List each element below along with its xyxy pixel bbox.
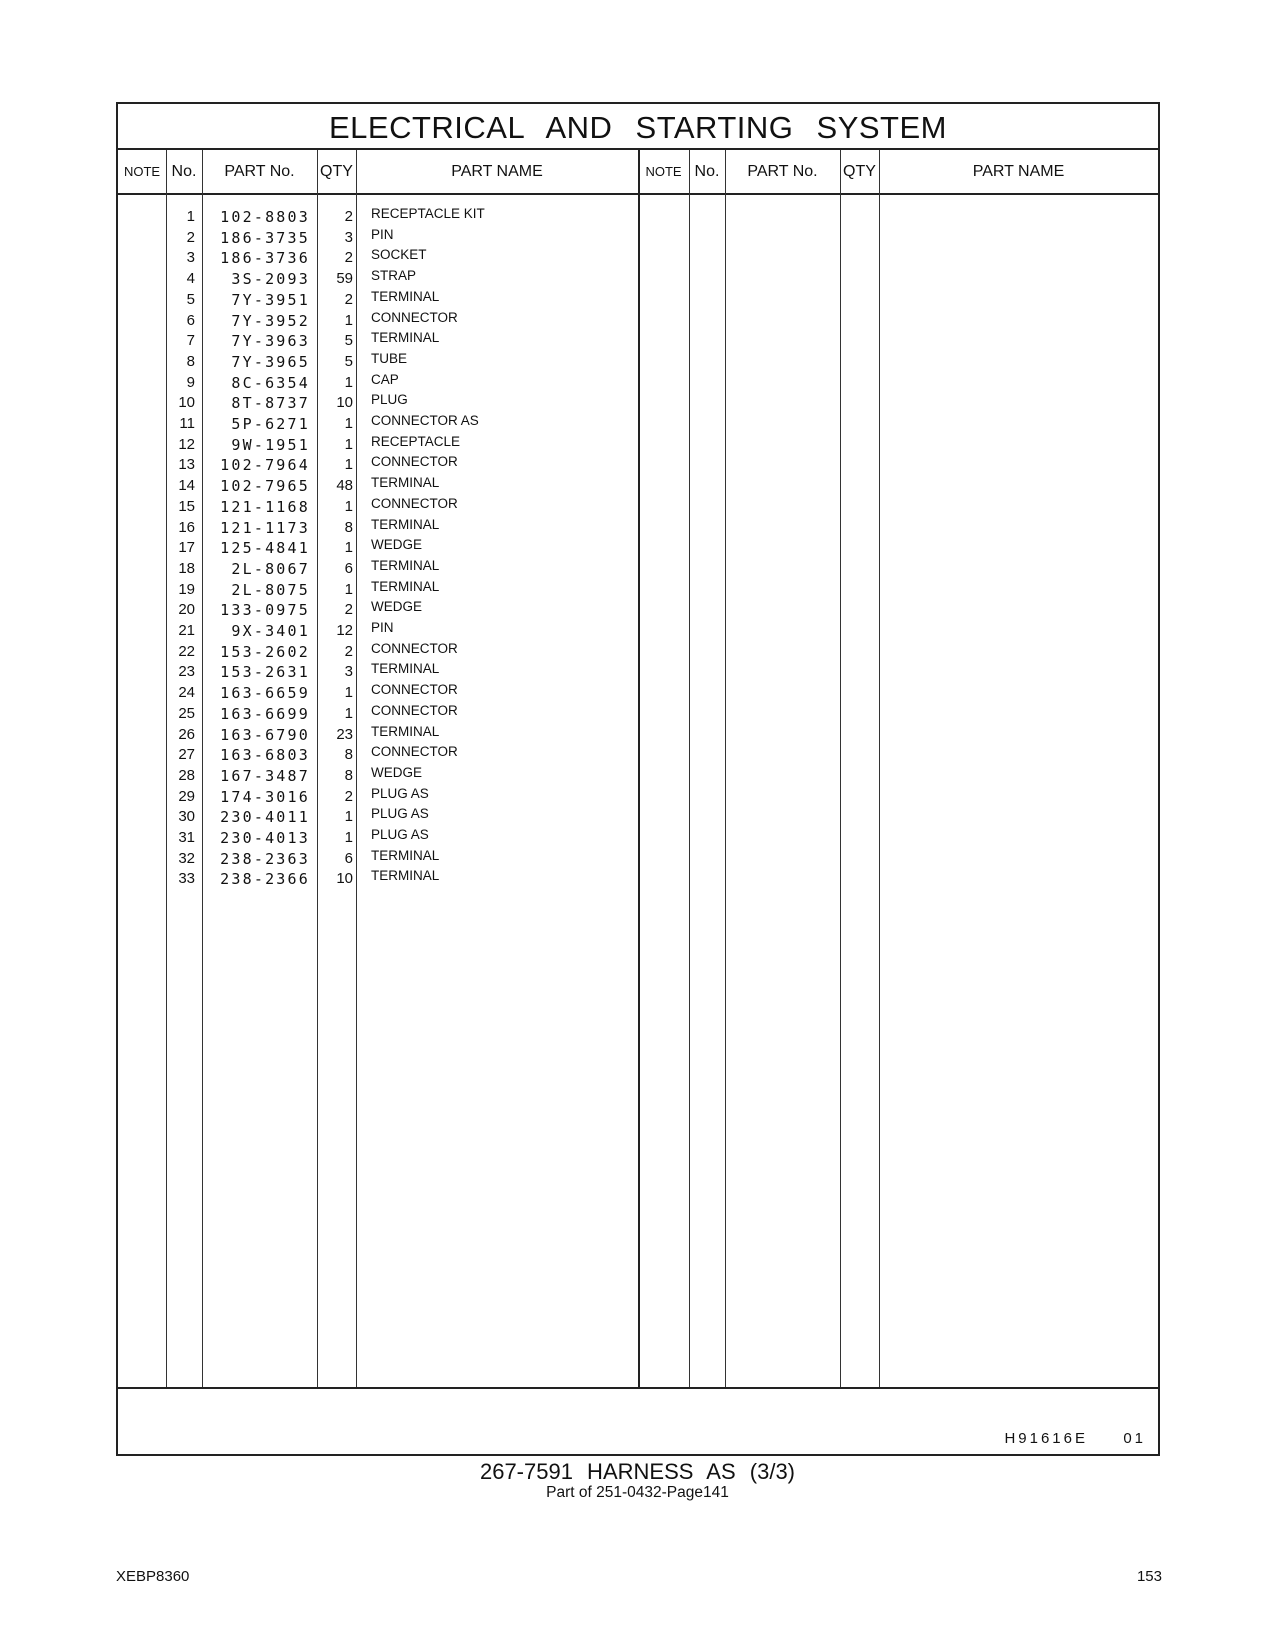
quantity: 1 <box>344 808 353 826</box>
quantity: 1 <box>344 580 353 598</box>
quantity: 3 <box>344 663 353 681</box>
part-number: 133-0975 <box>220 601 310 620</box>
part-number-index: 16 <box>178 518 195 536</box>
part-number-index: 11 <box>179 415 195 432</box>
part-number: 238-2366 <box>220 870 310 889</box>
part-name: RECEPTACLE <box>371 433 461 449</box>
page-number: 153 <box>1136 1568 1162 1585</box>
part-name: TERMINAL <box>371 516 440 532</box>
part-number: 7Y-3952 <box>231 311 310 330</box>
part-name: TERMINAL <box>371 288 440 304</box>
part-number: 230-4013 <box>220 829 310 847</box>
revision-code: 01 <box>1123 1430 1146 1447</box>
part-name: PLUG AS <box>371 785 429 801</box>
part-name: CONNECTOR AS <box>371 413 479 428</box>
part-number-index: 27 <box>178 746 195 764</box>
quantity: 2 <box>344 787 353 805</box>
part-name: CONNECTOR <box>371 640 458 656</box>
part-name: WEDGE <box>371 764 423 780</box>
part-name: TERMINAL <box>371 557 440 573</box>
part-number: 121-1168 <box>220 497 310 516</box>
part-number: 8T-8737 <box>231 394 310 413</box>
divider <box>725 150 726 1389</box>
part-number-index: 4 <box>186 270 195 288</box>
illustration-code: H91616E <box>1004 1430 1088 1447</box>
quantity: 12 <box>336 622 353 639</box>
part-name: TERMINAL <box>371 847 440 863</box>
part-number-index: 21 <box>178 622 195 639</box>
part-number: 167-3487 <box>220 766 310 785</box>
part-number-index: 8 <box>186 352 195 370</box>
part-number-index: 26 <box>178 725 195 743</box>
col-no-left: No. <box>171 163 197 180</box>
part-name: CONNECTOR <box>371 702 458 718</box>
part-name: WEDGE <box>371 599 423 615</box>
part-number-index: 24 <box>178 684 195 702</box>
col-no-right: No. <box>694 163 720 180</box>
part-number: 102-8803 <box>220 208 310 226</box>
part-number-index: 10 <box>178 394 195 412</box>
part-name: TERMINAL <box>371 330 440 346</box>
part-name: PIN <box>371 620 394 635</box>
quantity: 59 <box>336 270 353 288</box>
quantity: 10 <box>336 870 353 888</box>
part-name: PLUG <box>371 392 408 408</box>
part-number-index: 14 <box>178 477 195 495</box>
section-title: ELECTRICAL AND STARTING SYSTEM <box>118 104 1158 150</box>
part-number-index: 25 <box>178 704 195 722</box>
part-number-index: 17 <box>178 539 195 557</box>
part-number-index: 23 <box>178 663 195 681</box>
quantity: 8 <box>344 746 353 764</box>
part-number-index: 15 <box>178 497 195 515</box>
quantity: 1 <box>344 539 353 557</box>
part-number: 5P-6271 <box>231 415 310 433</box>
quantity: 1 <box>344 311 353 329</box>
part-name: PLUG AS <box>371 806 429 822</box>
divider <box>689 150 690 1389</box>
part-number-index: 12 <box>178 435 195 453</box>
quantity: 1 <box>344 497 353 515</box>
quantity: 1 <box>344 684 353 702</box>
divider <box>879 150 880 1389</box>
quantity: 1 <box>344 829 353 846</box>
part-number: 125-4841 <box>220 539 310 558</box>
col-partno-right: PART No. <box>747 163 818 180</box>
part-number: 3S-2093 <box>231 270 310 289</box>
part-number-index: 3 <box>186 249 195 267</box>
part-number: 8C-6354 <box>231 373 310 392</box>
part-name: PIN <box>371 226 394 242</box>
part-number-index: 19 <box>178 580 195 598</box>
part-number-index: 22 <box>178 642 195 660</box>
quantity: 1 <box>344 456 353 474</box>
part-number: 163-6659 <box>220 684 310 703</box>
part-number-index: 20 <box>178 601 195 619</box>
part-number-index: 33 <box>178 870 195 888</box>
part-number-index: 31 <box>178 829 195 846</box>
table-row <box>118 870 638 892</box>
part-name: CONNECTOR <box>371 682 458 698</box>
part-number: 9X-3401 <box>231 622 310 640</box>
quantity: 1 <box>344 373 353 391</box>
part-name: TERMINAL <box>371 868 440 884</box>
part-number: 153-2631 <box>220 663 310 682</box>
document-id: XEBP8360 <box>116 1568 190 1585</box>
part-name: TERMINAL <box>371 723 440 739</box>
part-number: 163-6803 <box>220 746 310 765</box>
quantity: 23 <box>336 725 353 743</box>
divider <box>840 150 841 1389</box>
part-number: 186-3735 <box>220 228 310 247</box>
quantity: 8 <box>344 518 353 536</box>
part-number: 2L-8067 <box>231 559 310 578</box>
part-name: RECEPTACLE KIT <box>371 206 485 221</box>
part-number: 186-3736 <box>220 249 310 268</box>
part-name: CONNECTOR <box>371 744 458 760</box>
quantity: 5 <box>344 352 353 370</box>
part-number-index: 7 <box>186 332 195 350</box>
part-name: CONNECTOR <box>371 454 458 470</box>
col-partno-left: PART No. <box>224 163 295 180</box>
quantity: 5 <box>344 332 353 350</box>
part-number: 7Y-3965 <box>231 352 310 371</box>
quantity: 3 <box>344 228 353 246</box>
part-number-index: 1 <box>186 208 195 225</box>
quantity: 48 <box>336 477 353 495</box>
part-number: 163-6699 <box>220 704 310 723</box>
col-note-left: NOTE <box>123 164 161 179</box>
quantity: 1 <box>344 415 353 432</box>
part-number: 230-4011 <box>220 808 310 827</box>
part-number: 9W-1951 <box>231 435 310 454</box>
part-number: 102-7964 <box>220 456 310 475</box>
bottom-rule <box>118 1387 1158 1389</box>
part-number: 2L-8075 <box>231 580 310 599</box>
quantity: 2 <box>344 642 353 660</box>
col-qty-right: QTY <box>843 163 876 180</box>
part-number-index: 29 <box>178 787 195 805</box>
part-number-index: 18 <box>178 559 195 577</box>
part-number-index: 28 <box>178 766 195 784</box>
quantity: 10 <box>336 394 353 412</box>
part-number: 7Y-3963 <box>231 332 310 351</box>
part-name: PLUG AS <box>371 827 429 842</box>
quantity: 6 <box>344 849 353 867</box>
part-number-index: 6 <box>186 311 195 329</box>
part-number: 102-7965 <box>220 477 310 496</box>
part-name: CONNECTOR <box>371 309 458 325</box>
part-number-index: 13 <box>178 456 195 474</box>
col-partname-right: PART NAME <box>972 163 1065 180</box>
parts-table-frame <box>116 102 1160 1456</box>
part-number: 163-6790 <box>220 725 310 744</box>
part-number-index: 30 <box>178 808 195 826</box>
harness-subtitle: Part of 251-0432-Page141 <box>546 1484 729 1501</box>
part-name: TERMINAL <box>371 661 440 677</box>
part-name: TUBE <box>371 350 408 366</box>
col-partname-left: PART NAME <box>451 163 543 180</box>
quantity: 1 <box>344 435 353 453</box>
part-number: 153-2602 <box>220 642 310 661</box>
part-number-index: 2 <box>186 228 195 246</box>
part-name: CONNECTOR <box>371 495 458 511</box>
quantity: 2 <box>344 290 353 308</box>
divider-center <box>638 150 640 1389</box>
quantity: 8 <box>344 766 353 784</box>
part-name: WEDGE <box>371 537 423 553</box>
quantity: 2 <box>344 208 353 225</box>
col-qty-left: QTY <box>320 163 353 180</box>
part-number: 174-3016 <box>220 787 310 806</box>
part-number: 7Y-3951 <box>231 290 310 309</box>
col-note-right: NOTE <box>645 164 682 179</box>
harness-title: 267-7591 HARNESS AS (3/3) <box>479 1459 796 1484</box>
part-name: STRAP <box>371 268 417 284</box>
part-number: 238-2363 <box>220 849 310 868</box>
quantity: 2 <box>344 601 353 619</box>
quantity: 1 <box>344 704 353 722</box>
part-number-index: 5 <box>186 290 195 308</box>
part-name: CAP <box>371 371 399 387</box>
quantity: 6 <box>344 559 353 577</box>
part-name: TERMINAL <box>371 475 440 491</box>
part-name: TERMINAL <box>371 578 440 594</box>
part-number: 121-1173 <box>220 518 310 537</box>
part-number-index: 32 <box>178 849 195 867</box>
part-number-index: 9 <box>186 373 195 391</box>
part-name: SOCKET <box>371 247 427 263</box>
quantity: 2 <box>344 249 353 267</box>
